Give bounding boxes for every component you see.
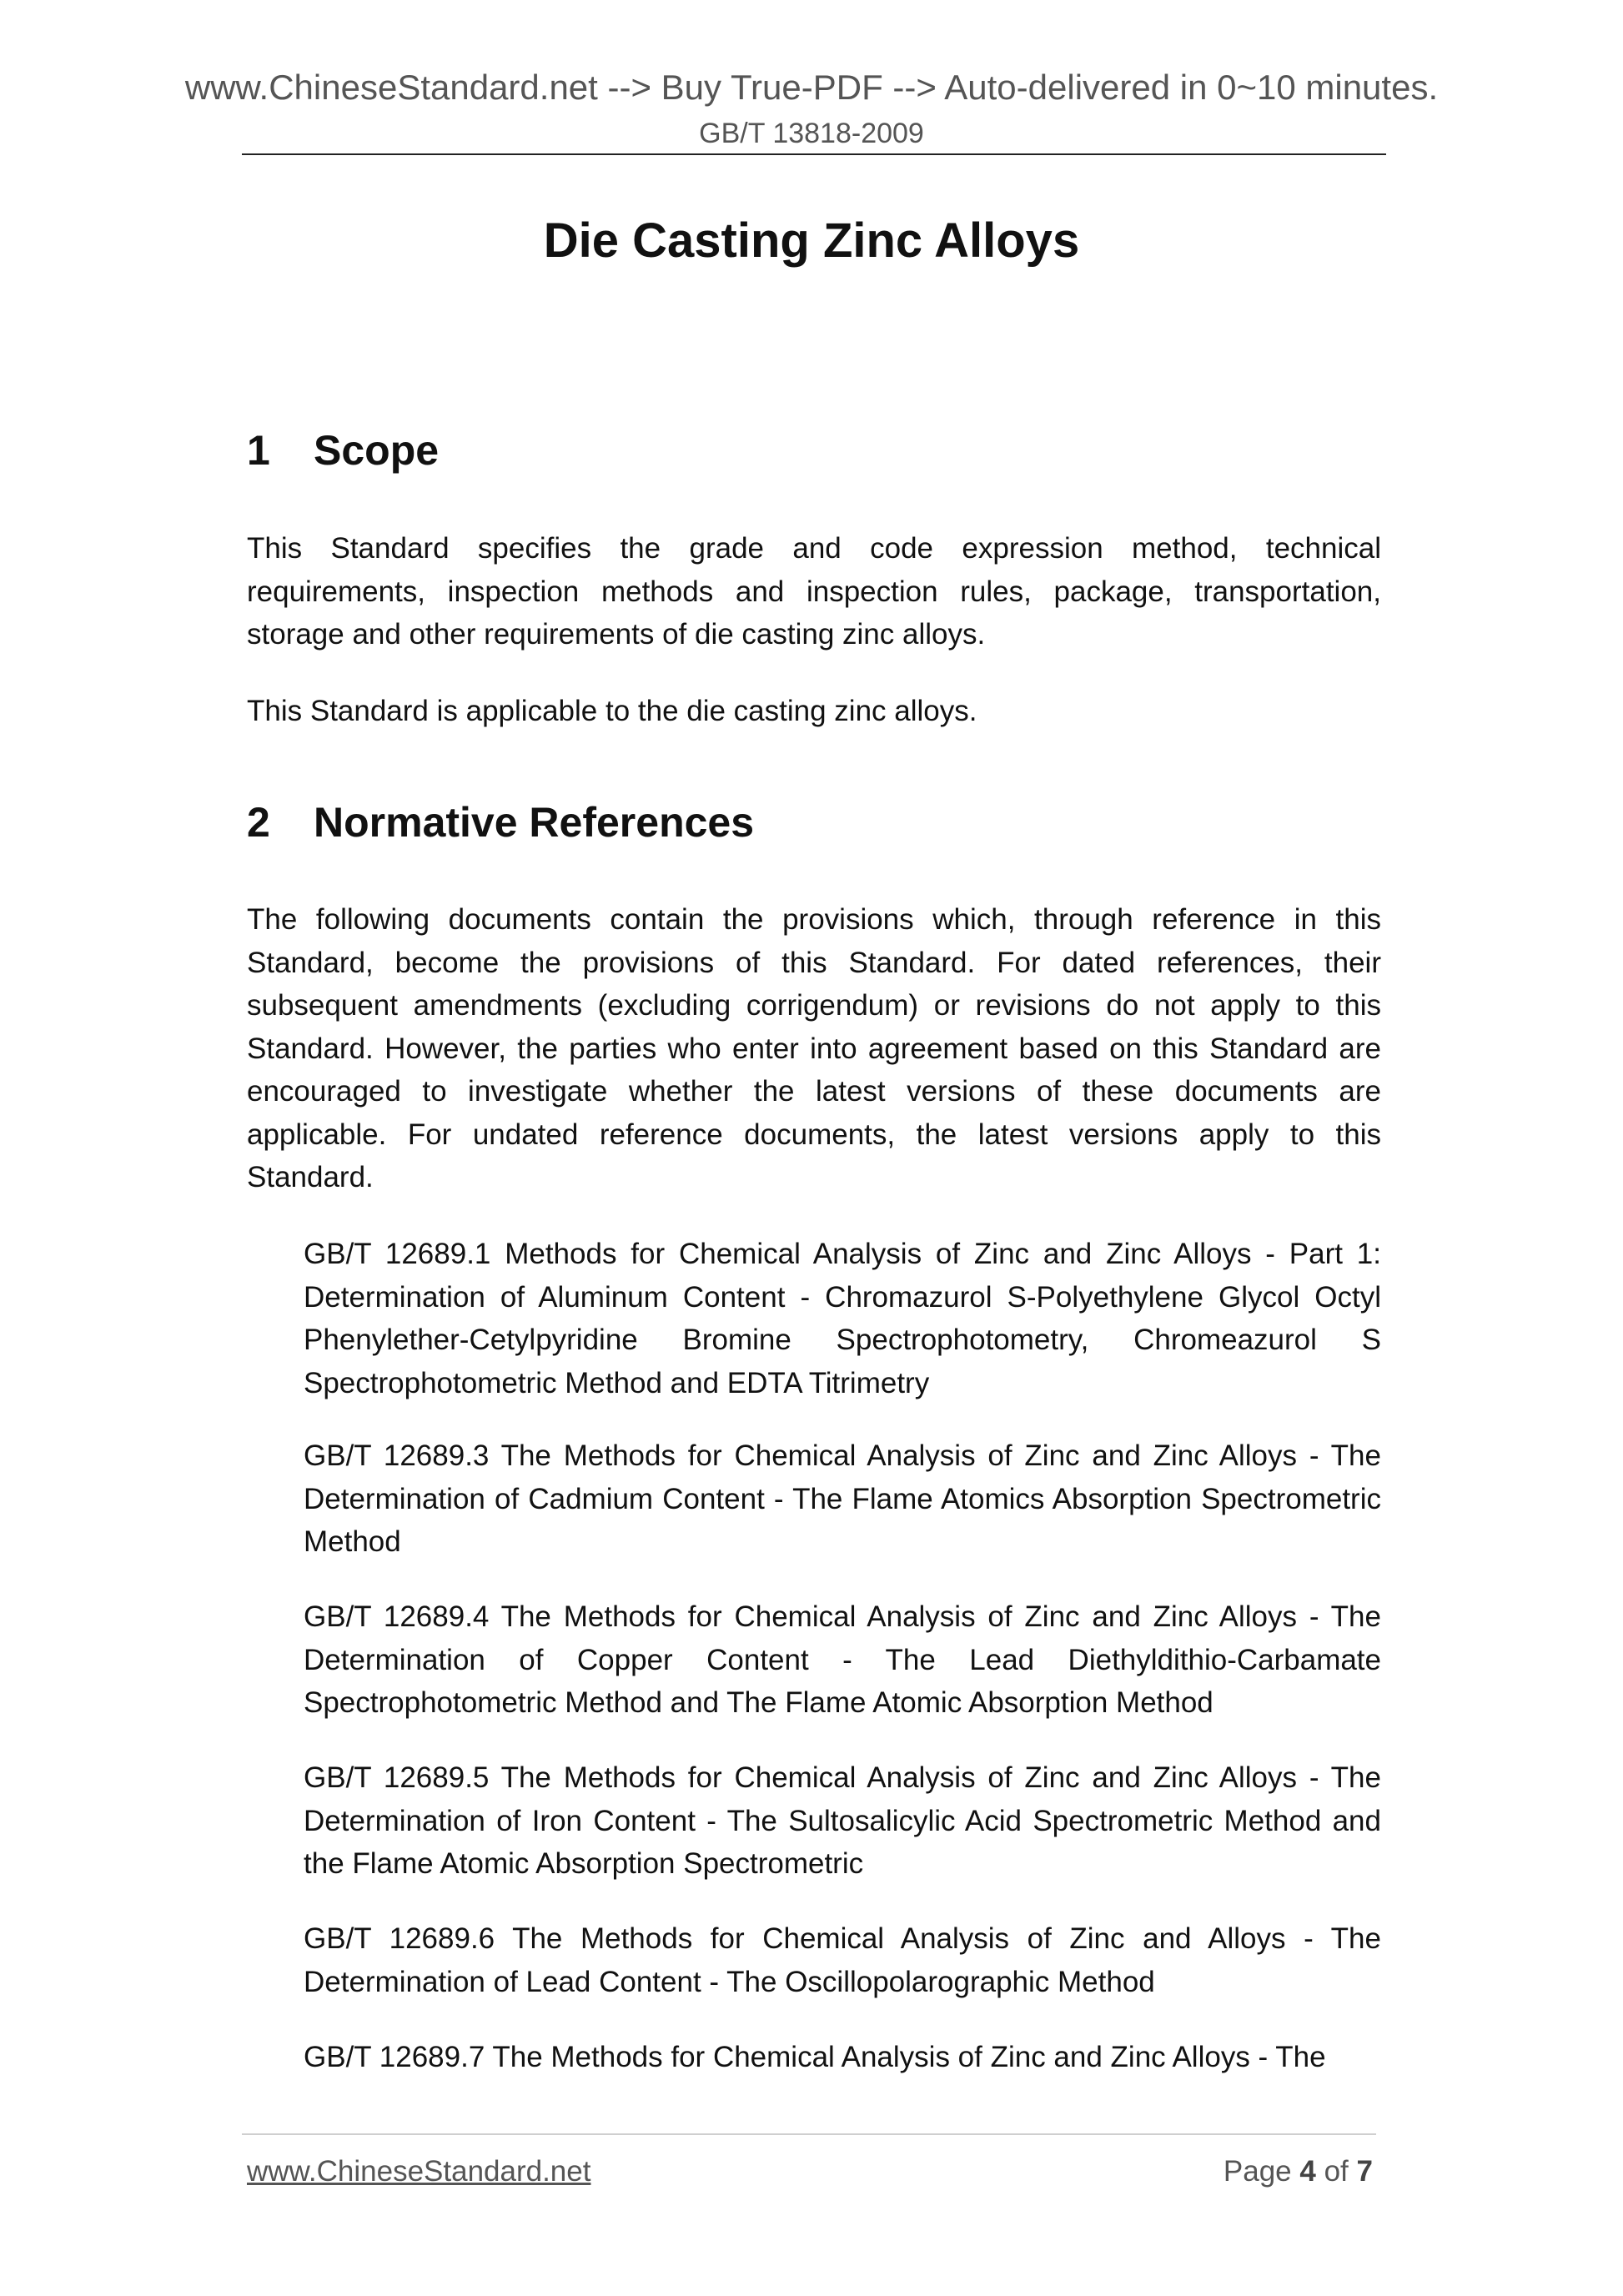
section-number: 1 xyxy=(247,427,270,474)
page-title: Die Casting Zinc Alloys xyxy=(543,214,1080,268)
scope-paragraph-1: This Standard specifies the grade and code expression method, technical requirements, inspection methods and inspection rules, package, transportation, storage and other requirements of die casting zinc alloys. xyxy=(247,532,1381,651)
section-heading-normative-references xyxy=(247,797,754,847)
reference-item: GB/T 12689.5 The Methods for Chemical Analysis of Zinc and Zinc Alloys - The Determination of Iron Content - The Sultosalicylic Acid Spectrometric Method and the Flame Atomic Absorption Spectrometric xyxy=(304,1761,1381,1880)
page-indicator xyxy=(1224,2153,1373,2190)
scope-paragraph-2: This Standard is applicable to the die casting zinc alloys. xyxy=(247,695,977,727)
footer-site-link[interactable]: www.ChineseStandard.net xyxy=(247,2155,591,2188)
section-heading-scope xyxy=(247,425,439,475)
header-banner: www.ChineseStandard.net --> Buy True-PDF --> Auto-delivered in 0~10 minutes. xyxy=(184,68,1439,107)
standard-code: GB/T 13818-2009 xyxy=(699,118,924,149)
reference-item: GB/T 12689.6 The Methods for Chemical Analysis of Zinc and Alloys - The Determination of Lead Content - The Oscillopolarographic Method xyxy=(304,1922,1381,1998)
header-divider xyxy=(242,153,1386,155)
reference-item: GB/T 12689.7 The Methods for Chemical Analysis of Zinc and Zinc Alloys - The xyxy=(304,2041,1326,2073)
section-number: 2 xyxy=(247,799,270,846)
page-of: of xyxy=(1324,2155,1349,2188)
reference-item: GB/T 12689.3 The Methods for Chemical Analysis of Zinc and Zinc Alloys - The Determination of Cadmium Content - The Flame Atomics Absorption Spectrometric Method xyxy=(304,1439,1381,1558)
page-prefix: Page xyxy=(1223,2155,1292,2188)
reference-item: GB/T 12689.4 The Methods for Chemical Analysis of Zinc and Zinc Alloys - The Determination of Copper Content - The Lead Diethyldithio-Carbamate Spectrophotometric Method and The Flame Atomic Absorption Method xyxy=(304,1600,1381,1719)
page-current: 4 xyxy=(1299,2155,1316,2188)
reference-item: GB/T 12689.1 Methods for Chemical Analysis of Zinc and Zinc Alloys - Part 1: Determination of Aluminum Content - Chromazurol S-Polyethylene Glycol Octyl Phenylether-Cetylpyridine Bromine Spectrophotometry, Chromeazurol S Spectrophotometric Method and EDTA Titrimetry xyxy=(304,1238,1381,1399)
references-intro-paragraph: The following documents contain the provisions which, through reference in this Standard, become the provisions of this Standard. For dated references, their subsequent amendments (excluding corrigendum) or revisions do not apply to this Standard. However, the parties who enter into agreement based on this Standard are encouraged to investigate whether the latest versions of these documents are applicable. For undated reference documents, the latest versions apply to this Standard. xyxy=(247,903,1381,1193)
footer-divider xyxy=(242,2133,1376,2135)
section-title: Scope xyxy=(314,427,440,474)
page-total: 7 xyxy=(1356,2155,1373,2188)
section-title: Normative References xyxy=(314,799,755,846)
